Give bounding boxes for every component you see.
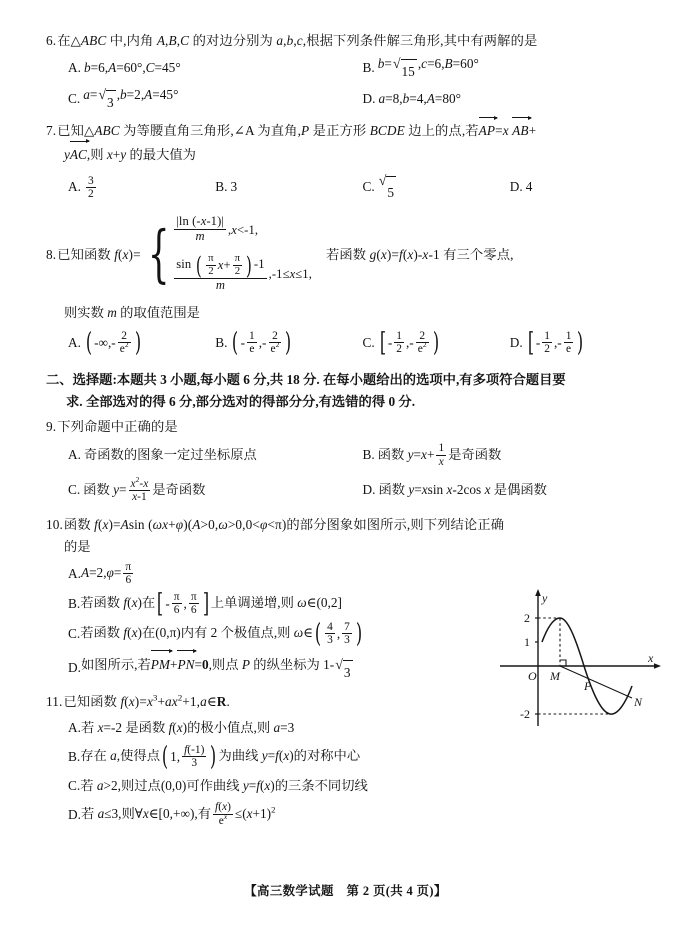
point-N-label: N	[634, 695, 643, 709]
option-8-B-label: B.	[215, 334, 228, 350]
option-11-C[interactable]	[46, 774, 657, 798]
option-11-B[interactable]	[46, 742, 657, 773]
sine-graph-svg	[492, 586, 668, 734]
question-10-stem-text: 函数 f(x)=Asin (ωx+φ)(A>0,ω>0,0<φ<π)的部分图象如图所示,则下列结论正确	[63, 517, 505, 533]
question-6-stem	[46, 30, 657, 52]
question-10-stem	[46, 514, 657, 536]
option-10-D[interactable]	[46, 651, 498, 685]
option-10-C-text: 若函数 f(x)在(0,π)内有 2 个极值点,则 ω∈ ( $\frac{4}{3}$ , $\frac{7}{3}$ )	[80, 618, 363, 649]
option-8-B-text: ( - $\frac{1}{e}$ ,- $\frac{2}{e^2}$ )	[232, 327, 292, 358]
option-6-C-label: C.	[68, 90, 81, 106]
option-11-B-label: B.	[68, 749, 81, 765]
question-6-number: 6.	[46, 33, 57, 48]
option-6-D-label: D.	[362, 90, 376, 106]
option-7-A-text: $\frac{3}{2}$	[87, 174, 94, 200]
question-7-stem-text: 已知△ABC 为等腰直角三角形,∠A 为直角,P 是正方形 BCDE 边上的点,若 AP=x AB+	[57, 123, 536, 138]
option-11-C-label: C.	[68, 778, 81, 794]
question-6-options-row-2	[46, 83, 657, 114]
option-6-B[interactable]	[363, 52, 658, 83]
option-10-D-text: 如图所示,若 PM+ PN=0,则点 P 的纵坐标为 1- √ 3	[81, 651, 354, 685]
piecewise-brace: {	[147, 217, 170, 291]
option-6-C-text: a= √ 3 ,b=2,A=45°	[83, 83, 178, 114]
option-8-D-text: [ - $\frac{1}{2}$ ,- $\frac{1}{e}$ )	[527, 327, 584, 358]
option-11-D[interactable]	[46, 802, 657, 828]
question-6-options-row-1	[46, 52, 657, 83]
option-9-A-text: 奇函数的图象一定过坐标原点	[83, 446, 257, 462]
option-9-C-text: 函数 y= $\frac{x^2-x}{x-1}$ 是奇函数	[83, 474, 206, 503]
option-9-B-label: B.	[362, 446, 375, 462]
question-11-stem-text: 已知函数 $f(x)=x^3+ax^2+1,a\in R$.	[63, 692, 230, 709]
option-6-A-text: b=6,A=60°,C=45°	[83, 59, 181, 75]
question-6	[46, 30, 657, 114]
question-8-stem-right: 若函数 g(x)=f(x)-x-1 有三个零点,	[325, 246, 514, 262]
question-9-stem	[46, 416, 657, 438]
option-10-C-label: C.	[68, 626, 81, 642]
option-6-C[interactable]	[68, 83, 363, 114]
option-6-A[interactable]	[68, 52, 363, 83]
option-7-B-text: 3	[230, 179, 238, 195]
case-1-condition: ,x<-1,	[228, 222, 259, 237]
option-10-B[interactable]	[46, 589, 498, 620]
question-9	[46, 416, 657, 508]
option-6-A-label: A.	[68, 59, 81, 75]
point-M-label: M	[550, 669, 560, 683]
question-10-number: 10.	[46, 517, 63, 533]
question-10-figure	[492, 586, 668, 734]
option-8-A[interactable]	[68, 326, 215, 361]
option-8-D-label: D.	[509, 334, 523, 350]
question-7-options-row	[46, 165, 657, 209]
option-9-B[interactable]	[363, 438, 658, 471]
section-2-header	[46, 369, 657, 413]
option-10-D-label: D.	[68, 659, 81, 675]
option-6-B-text: b= √ 15 ,c=6,B=60°	[378, 52, 479, 83]
option-10-A-label: A.	[68, 566, 81, 582]
y-axis-label: y	[542, 591, 548, 605]
option-10-B-label: B.	[68, 596, 81, 612]
option-10-A-text: A=2,φ= $\frac{\pi}{6}$	[80, 560, 132, 587]
option-7-D-text: 4	[525, 179, 533, 195]
option-9-B-text: 函数 y=x+ $\frac{1}{x}$ 是奇函数	[377, 442, 502, 468]
question-9-options-row-2	[46, 471, 657, 508]
question-7-stem	[46, 118, 657, 142]
case-1-numerator: |ln (-x-1)|	[176, 214, 224, 229]
question-8-number: 8.	[46, 246, 57, 262]
option-7-B-label: B.	[215, 179, 228, 195]
y-tick-label-neg2: -2	[520, 707, 530, 721]
section-2-line-2: 求. 全部选对的得 6 分,部分选对的得部分分,有选错的得 0 分.	[66, 394, 416, 410]
question-8-piecewise	[141, 211, 312, 298]
piecewise-case-2	[172, 249, 312, 298]
option-11-D-text: 若 a≤3,则∀x∈[0,+∞),有 $\frac{f(x)}{e^x}$ $\le(x+1)^2$	[80, 801, 276, 827]
case-2-numerator: sin ( $\frac{\pi}{2}$ x + $\frac{\pi}{2}$ ) -1	[176, 251, 265, 281]
segment-MN	[560, 666, 632, 698]
question-10-stem-line2: 的是	[64, 538, 91, 554]
question-8-options-row	[46, 326, 657, 361]
right-angle-marker	[560, 660, 566, 666]
option-7-C[interactable]	[363, 165, 510, 209]
option-6-D[interactable]	[363, 83, 658, 114]
option-7-A[interactable]	[68, 165, 215, 209]
option-11-B-text: 存在 a,使得点 ( 1, $\frac{f(-1)}{3}$ ) 为曲线 y=f(x)的对称中心	[80, 742, 361, 773]
option-8-B[interactable]	[215, 326, 362, 361]
option-10-A[interactable]	[46, 561, 498, 587]
option-6-B-label: B.	[362, 59, 375, 75]
option-7-C-text: √ 5	[378, 165, 397, 209]
question-6-stem-text: 在△ABC 中,内角 A,B,C 的对边分别为 a,b,c,根据下列条件解三角形,其中有两解的是	[57, 33, 538, 48]
option-8-A-label: A.	[68, 334, 81, 350]
case-2-denominator: m	[215, 277, 226, 292]
option-8-C-label: C.	[362, 334, 375, 350]
option-9-A[interactable]	[68, 438, 363, 471]
option-9-D-text: 函数 y=xsin x-2cos x 是偶函数	[378, 482, 547, 498]
option-11-D-label: D.	[68, 806, 81, 822]
point-P-label: P	[584, 679, 592, 693]
y-tick-label-2: 2	[524, 611, 530, 625]
question-7-stem-line2: y AC,则 x+y 的最大值为	[46, 142, 657, 166]
option-7-B[interactable]	[215, 165, 362, 209]
question-7-number: 7.	[46, 123, 57, 139]
question-8	[46, 211, 657, 360]
question-9-stem-text: 下列命题中正确的是	[57, 419, 178, 435]
origin-label: O	[528, 669, 537, 683]
option-7-D-label: D.	[509, 179, 523, 195]
option-7-A-label: A.	[68, 179, 81, 195]
option-9-D[interactable]	[363, 471, 658, 508]
case-1-denominator: m	[195, 228, 205, 243]
option-8-D[interactable]	[510, 326, 657, 361]
option-8-C[interactable]	[363, 326, 510, 361]
option-9-C-label: C.	[68, 482, 81, 498]
y-axis-arrow	[535, 589, 541, 596]
option-6-D-text: a=8,b=4,A=80°	[378, 90, 461, 106]
question-8-stem-line2: 则实数 m 的取值范围是	[64, 305, 200, 321]
question-8-lead: 8.已知函数 f(x)=	[46, 246, 141, 262]
piecewise-case-1	[172, 211, 312, 249]
option-7-D[interactable]	[510, 165, 657, 209]
option-9-D-label: D.	[362, 482, 376, 498]
option-8-A-text: ( -∞,- $\frac{2}{e^2}$ )	[85, 327, 141, 358]
option-9-C[interactable]	[68, 471, 363, 508]
option-9-A-label: A.	[68, 446, 81, 462]
y-tick-label-1: 1	[524, 635, 530, 649]
option-10-B-text: 若函数 f(x)在 [ - $\frac{\pi}{6}$ , $\frac{\pi}{6}$ ] 上单调递增,则 ω∈(0,2]	[80, 589, 342, 620]
question-8-stem	[46, 211, 657, 298]
section-2-line-1: 二、选择题:本题共 3 小题,每小题 6 分,共 18 分. 在每小题给出的选项中,有多项符合题目要	[46, 372, 566, 388]
option-8-C-text: [ - $\frac{1}{2}$ ,- $\frac{2}{e^2}$ )	[379, 327, 439, 358]
question-7	[46, 118, 657, 209]
option-11-A-text: 若 x=-2 是函数 f(x)的极小值点,则 a=3	[80, 720, 295, 736]
x-axis-arrow	[654, 663, 661, 669]
page-footer: 【高三数学试题 第 2 页(共 4 页)】	[244, 884, 447, 898]
question-11-number: 11.	[46, 693, 63, 709]
case-2-condition: ,-1≤x≤1,	[268, 266, 312, 281]
question-9-number: 9.	[46, 419, 57, 435]
option-11-C-text: 若 a>2,则过点(0,0)可作曲线 y=f(x)的三条不同切线	[80, 778, 368, 794]
question-9-options-row-1	[46, 438, 657, 471]
option-7-C-label: C.	[362, 179, 375, 195]
option-10-C[interactable]	[46, 618, 498, 649]
option-11-A-label: A.	[68, 720, 81, 736]
x-axis-label: x	[648, 651, 654, 665]
